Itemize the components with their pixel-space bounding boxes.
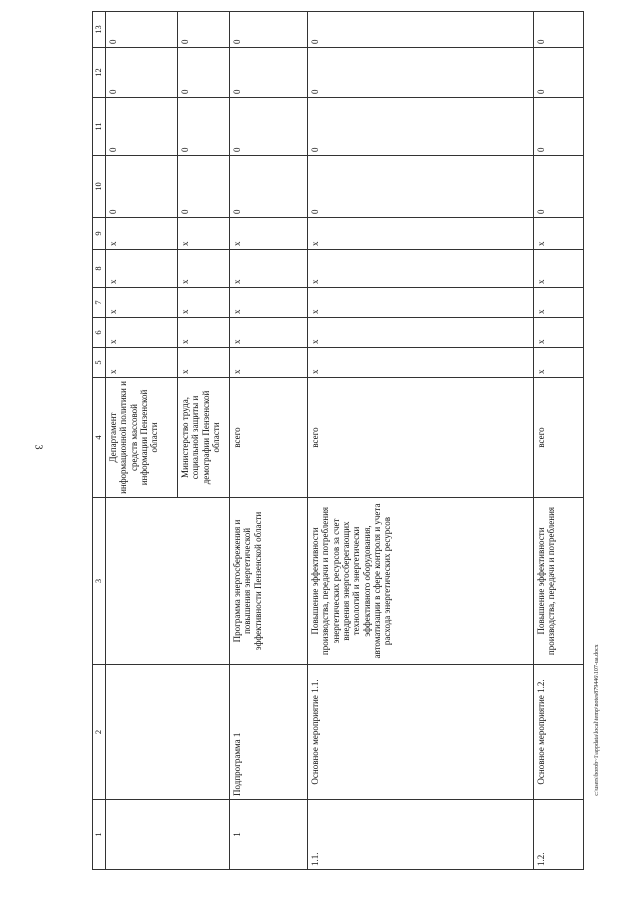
cell-13: 0: [106, 12, 178, 48]
cell-name: Подпрограмма 1: [230, 665, 308, 800]
cell-10: 0: [230, 156, 308, 218]
cell-num: 1.2.: [534, 800, 584, 870]
cell-9: x: [178, 218, 230, 250]
cell-7: x: [178, 288, 230, 318]
cell-12: 0: [534, 48, 584, 98]
cell-title: Повышение эффективности производства, передачи и потребления энергетических ресурсов за счет внедрения энергосберегающих технологий и энергетически эффективного оборудования, автоматизации в сфере контроля и учета расхода энергетических ресурсов: [308, 498, 534, 665]
cell-8: x: [106, 250, 178, 288]
page-number: 3: [32, 444, 44, 450]
cell-executor: всего: [534, 378, 584, 498]
cell-5: x: [230, 348, 308, 378]
cell-10: 0: [534, 156, 584, 218]
cell-7: x: [534, 288, 584, 318]
col-header-11: 11: [93, 98, 106, 156]
col-header-7: 7: [93, 288, 106, 318]
cell-10: 0: [178, 156, 230, 218]
table-row: [534, 12, 584, 870]
cell-name: Основное мероприятие 1.2.: [534, 665, 584, 800]
cell-9: x: [534, 218, 584, 250]
col-header-5: 5: [93, 348, 106, 378]
cell-13: 0: [178, 12, 230, 48]
cell-6: x: [106, 318, 178, 348]
cell-8: x: [178, 250, 230, 288]
cell-6: x: [230, 318, 308, 348]
cell-10: 0: [308, 156, 534, 218]
col-header-1: 1: [93, 800, 106, 870]
table-row: [308, 12, 534, 870]
footer-file-path: c:\users\borob~1\appdata\local\temp\notes879446\107-ua.docx: [594, 644, 600, 796]
cell-11: 0: [178, 98, 230, 156]
cell-11: 0: [106, 98, 178, 156]
cell-title: Программа энергосбережения и повышения энергетической эффективности Пензенской области: [230, 498, 308, 665]
cell-num: 1: [230, 800, 308, 870]
col-header-3: 3: [93, 498, 106, 665]
cell-12: 0: [106, 48, 178, 98]
col-header-13: 13: [93, 12, 106, 48]
cell-executor: Департамент информационной политики и средств массовой информации Пензенской области: [106, 378, 178, 498]
cell-11: 0: [230, 98, 308, 156]
cell-9: x: [308, 218, 534, 250]
column-number-row: [93, 12, 106, 870]
col-header-8: 8: [93, 250, 106, 288]
rotated-table-container: [92, 25, 582, 870]
cell-6: x: [178, 318, 230, 348]
table-row: [230, 12, 308, 870]
cell-9: x: [230, 218, 308, 250]
cell-5: x: [308, 348, 534, 378]
col-header-6: 6: [93, 318, 106, 348]
cell-13: 0: [534, 12, 584, 48]
cell-12: 0: [230, 48, 308, 98]
cell-executor: всего: [308, 378, 534, 498]
cell-5: x: [534, 348, 584, 378]
cell-13: 0: [230, 12, 308, 48]
cell-13: 0: [308, 12, 534, 48]
cell-7: x: [106, 288, 178, 318]
cell-num: [106, 800, 230, 870]
col-header-4: 4: [93, 378, 106, 498]
col-header-9: 9: [93, 218, 106, 250]
col-header-2: 2: [93, 665, 106, 800]
cell-num: 1.1.: [308, 800, 534, 870]
cell-name: Основное мероприятие 1.1.: [308, 665, 534, 800]
cell-name: [106, 665, 230, 800]
cell-12: 0: [178, 48, 230, 98]
cell-10: 0: [106, 156, 178, 218]
cell-6: x: [308, 318, 534, 348]
cell-9: x: [106, 218, 178, 250]
cell-8: x: [230, 250, 308, 288]
cell-title: [106, 498, 230, 665]
cell-11: 0: [534, 98, 584, 156]
cell-7: x: [308, 288, 534, 318]
cell-5: x: [106, 348, 178, 378]
col-header-12: 12: [93, 48, 106, 98]
cell-11: 0: [308, 98, 534, 156]
cell-title: Повышение эффективности производства, передачи и потребления: [534, 498, 584, 665]
table-row: [106, 12, 178, 870]
cell-8: x: [308, 250, 534, 288]
cell-8: x: [534, 250, 584, 288]
cell-12: 0: [308, 48, 534, 98]
cell-executor: всего: [230, 378, 308, 498]
cell-executor: Министерство труда, социальной защиты и демографии Пензенской области: [178, 378, 230, 498]
program-table: [92, 11, 584, 870]
cell-5: x: [178, 348, 230, 378]
cell-7: x: [230, 288, 308, 318]
cell-6: x: [534, 318, 584, 348]
col-header-10: 10: [93, 156, 106, 218]
